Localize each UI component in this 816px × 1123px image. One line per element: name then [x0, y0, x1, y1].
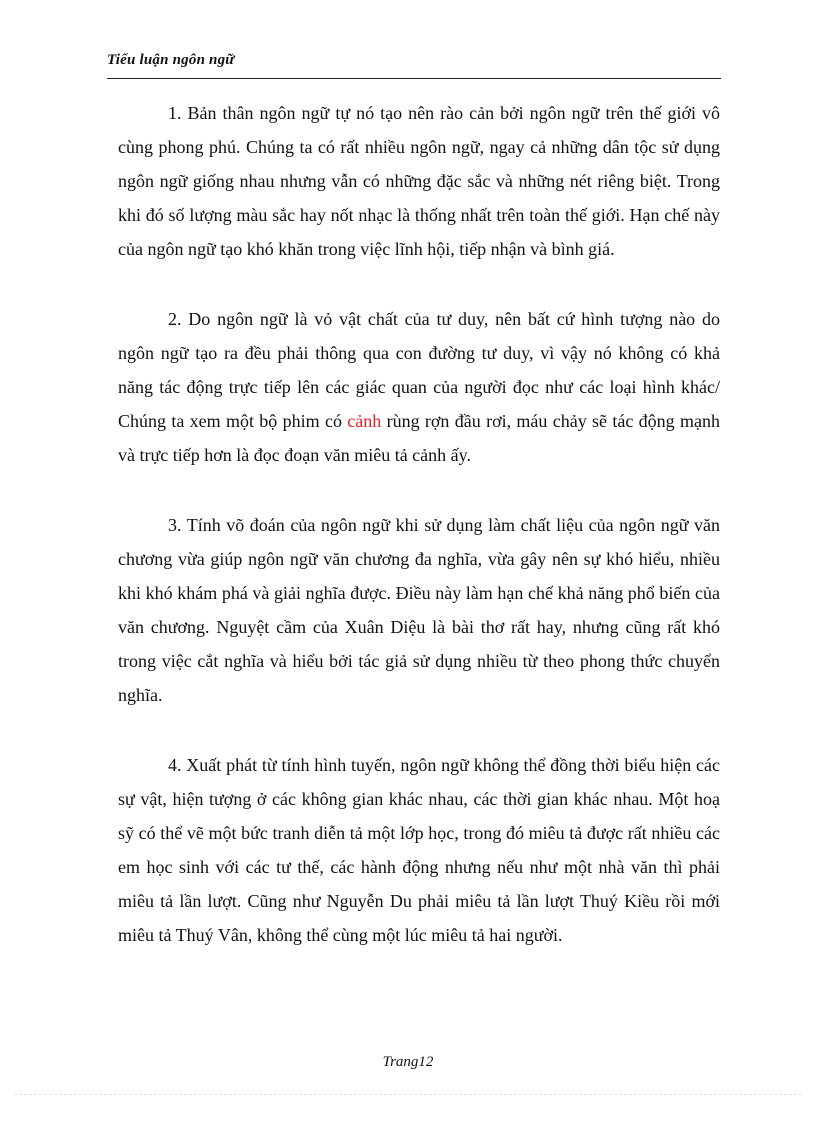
- header-title: Tiểu luận ngôn ngữ: [107, 52, 235, 68]
- page-bottom-divider: [14, 1094, 802, 1095]
- paragraph-2: [118, 302, 720, 472]
- page-number: Trang12: [382, 1054, 434, 1070]
- paragraph-2-part-2: rùng rợn đầu rơi, máu chảy sẽ tác động mạnh và trực tiếp hơn là đọc đoạn văn miêu tả cảnh ấy.: [118, 411, 720, 465]
- paragraph-3: 3. Tính võ đoán của ngôn ngữ khi sử dụng làm chất liệu của ngôn ngữ văn chương vừa giúp ngôn ngữ văn chương đa nghĩa, vừa gây nên sự khó hiểu, nhiều khi khó khám phá và giải nghĩa được. Điều này làm hạn chế khả năng phổ biến của văn chương. Nguyệt cầm của Xuân Diệu là bài thơ rất hay, nhưng cũng rất khó trong việc cắt nghĩa và hiểu bởi tác giả sử dụng nhiều từ theo phong thức chuyển nghĩa.: [118, 515, 720, 705]
- paragraph-2-part-1: 2. Do ngôn ngữ là vỏ vật chất của tư duy, nên bất cứ hình tượng nào do ngôn ngữ tạo ra đều phải thông qua con đường tư duy, vì vậy nó không có khả năng tác động trực tiếp lên các giác quan của người đọc như các loại hình khác/ Chúng ta xem một bộ phim có: [118, 309, 720, 431]
- page-header: [107, 52, 721, 79]
- page-footer: [0, 1054, 816, 1071]
- highlighted-word: cảnh: [347, 411, 382, 431]
- paragraph-1: 1. Bản thân ngôn ngữ tự nó tạo nên rào cản bởi ngôn ngữ trên thế giới vô cùng phong phú. Chúng ta có rất nhiều ngôn ngữ, ngay cả những dân tộc sử dụng ngôn ngữ giống nhau nhưng vẫn có những đặc sắc và những nét riêng biệt. Trong khi đó số lượng màu sắc hay nốt nhạc là thống nhất trên toàn thế giới. Hạn chế này của ngôn ngữ tạo khó khăn trong việc lĩnh hội, tiếp nhận và bình giá.: [118, 103, 720, 259]
- document-body: [118, 96, 720, 988]
- paragraph-4: 4. Xuất phát từ tính hình tuyến, ngôn ngữ không thể đồng thời biểu hiện các sự vật, hiện tượng ở các không gian khác nhau, các thời gian khác nhau. Một hoạ sỹ có thể vẽ một bức tranh diễn tả một lớp học, trong đó miêu tả được rất nhiều các em học sinh với các tư thế, các hành động nhưng nếu như một nhà văn thì phải miêu tả lần lượt. Cũng như Nguyễn Du phải miêu tả lần lượt Thuý Kiều rồi mới miêu tả Thuý Vân, không thể cùng một lúc miêu tả hai người.: [118, 755, 720, 945]
